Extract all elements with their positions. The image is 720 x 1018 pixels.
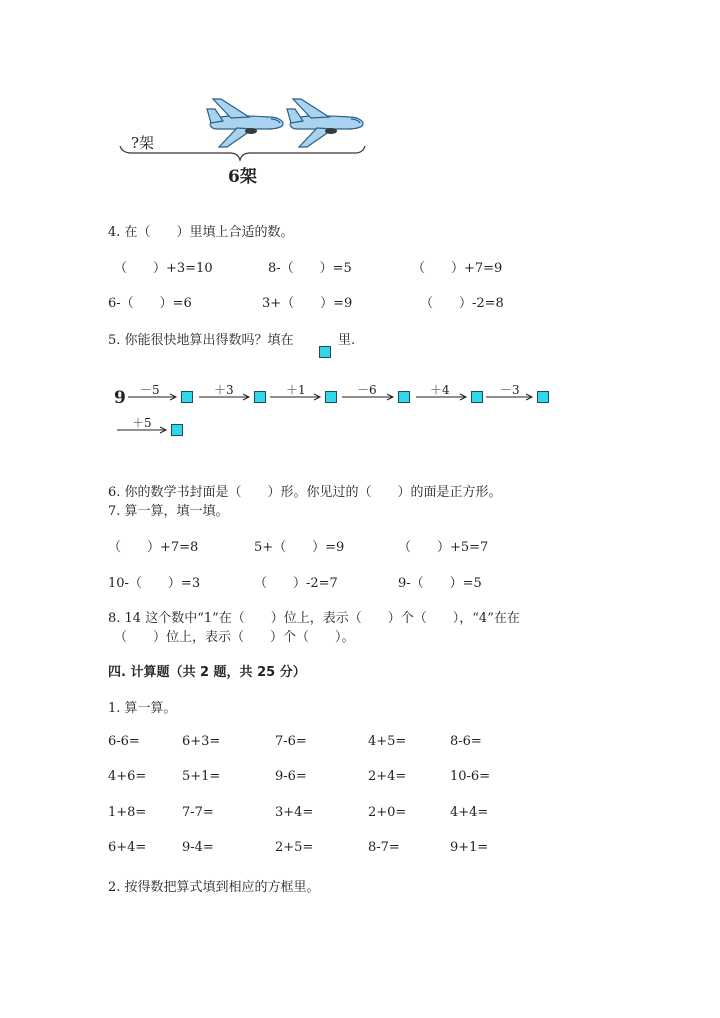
q4-r2-c2: 3+（ ）=9 (262, 296, 353, 311)
calc-item: 1+8= (108, 805, 147, 820)
answer-box[interactable] (398, 391, 410, 403)
answer-box[interactable] (325, 391, 337, 403)
calc-item: 10-6= (450, 769, 491, 784)
q5-op-1: －5 (140, 383, 160, 397)
calc-item: 9-6= (275, 769, 307, 784)
q5-op-2: ＋3 (214, 383, 234, 397)
calc-item: 6-6= (108, 734, 140, 749)
q5-op-6: －3 (500, 383, 520, 397)
q5-title-b: 里. (338, 333, 356, 348)
answer-box[interactable] (537, 391, 549, 403)
calc1-title: 1. 算一算。 (108, 701, 177, 716)
calc-item: 6+4= (108, 840, 147, 855)
q4-r2-c1: 6-（ ）=6 (108, 296, 192, 311)
q5-op-5: ＋4 (430, 383, 450, 397)
calc-item: 4+4= (450, 805, 489, 820)
calc-item: 8-6= (450, 734, 482, 749)
q7-r1-c3: （ ）+5=7 (398, 540, 489, 555)
calc2-title: 2. 按得数把算式填到相应的方框里。 (108, 880, 320, 895)
answer-box[interactable] (254, 391, 266, 403)
q5-op-3: ＋1 (286, 383, 306, 397)
q4-r2-c3: （ ）-2=8 (420, 296, 504, 311)
calc-item: 7-7= (182, 805, 214, 820)
q5-start-number: 9 (114, 388, 126, 408)
answer-box[interactable] (181, 391, 193, 403)
q7-r2-c3: 9-（ ）=5 (398, 576, 482, 591)
q5-op-7: ＋5 (132, 416, 152, 430)
calc-item: 2+0= (368, 805, 407, 820)
q5-title-a: 5. 你能很快地算出得数吗？填在 (108, 333, 294, 348)
calc-item: 3+4= (275, 805, 314, 820)
answer-box[interactable] (171, 424, 183, 436)
q7-r1-c1: （ ）+7=8 (108, 540, 199, 555)
q7-r2-c2: （ ）-2=7 (254, 576, 338, 591)
q7-r1-c2: 5+（ ）=9 (254, 540, 345, 555)
q7-title: 7. 算一算，填一填。 (108, 504, 229, 519)
calc-item: 2+5= (275, 840, 314, 855)
calc-item: 9-4= (182, 840, 214, 855)
q8-line1: 8. 14 这个数中“1”在（ ）位上，表示（ ）个（ ），“4”在在 (108, 611, 520, 626)
q4-r1-c2: 8-（ ）=5 (268, 261, 352, 276)
calc-item: 7-6= (275, 734, 307, 749)
q6-text: 6. 你的数学书封面是（ ）形。你见过的（ ）的面是正方形。 (108, 485, 502, 500)
calc-item: 4+5= (368, 734, 407, 749)
q8-line2: （ ）位上，表示（ ）个（ ）。 (114, 630, 355, 645)
calc-item: 4+6= (108, 769, 147, 784)
q4-title: 4. 在（ ）里填上合适的数。 (108, 225, 294, 240)
calc-item: 2+4= (368, 769, 407, 784)
q4-r1-c3: （ ）+7=9 (412, 261, 503, 276)
q7-r2-c1: 10-（ ）=3 (108, 576, 201, 591)
plane-count-unknown-label: ?架 (131, 134, 155, 152)
plane-total-label: 6架 (228, 167, 257, 187)
q4-r1-c1: （ ）+3=10 (114, 261, 213, 276)
section-heading: 四. 计算题（共 2 题，共 25 分） (108, 665, 306, 680)
q5-op-4: －6 (357, 383, 377, 397)
calc-item: 8-7= (368, 840, 400, 855)
calc-item: 5+1= (182, 769, 221, 784)
calc-item: 6+3= (182, 734, 221, 749)
calc-item: 9+1= (450, 840, 489, 855)
answer-box[interactable] (471, 391, 483, 403)
